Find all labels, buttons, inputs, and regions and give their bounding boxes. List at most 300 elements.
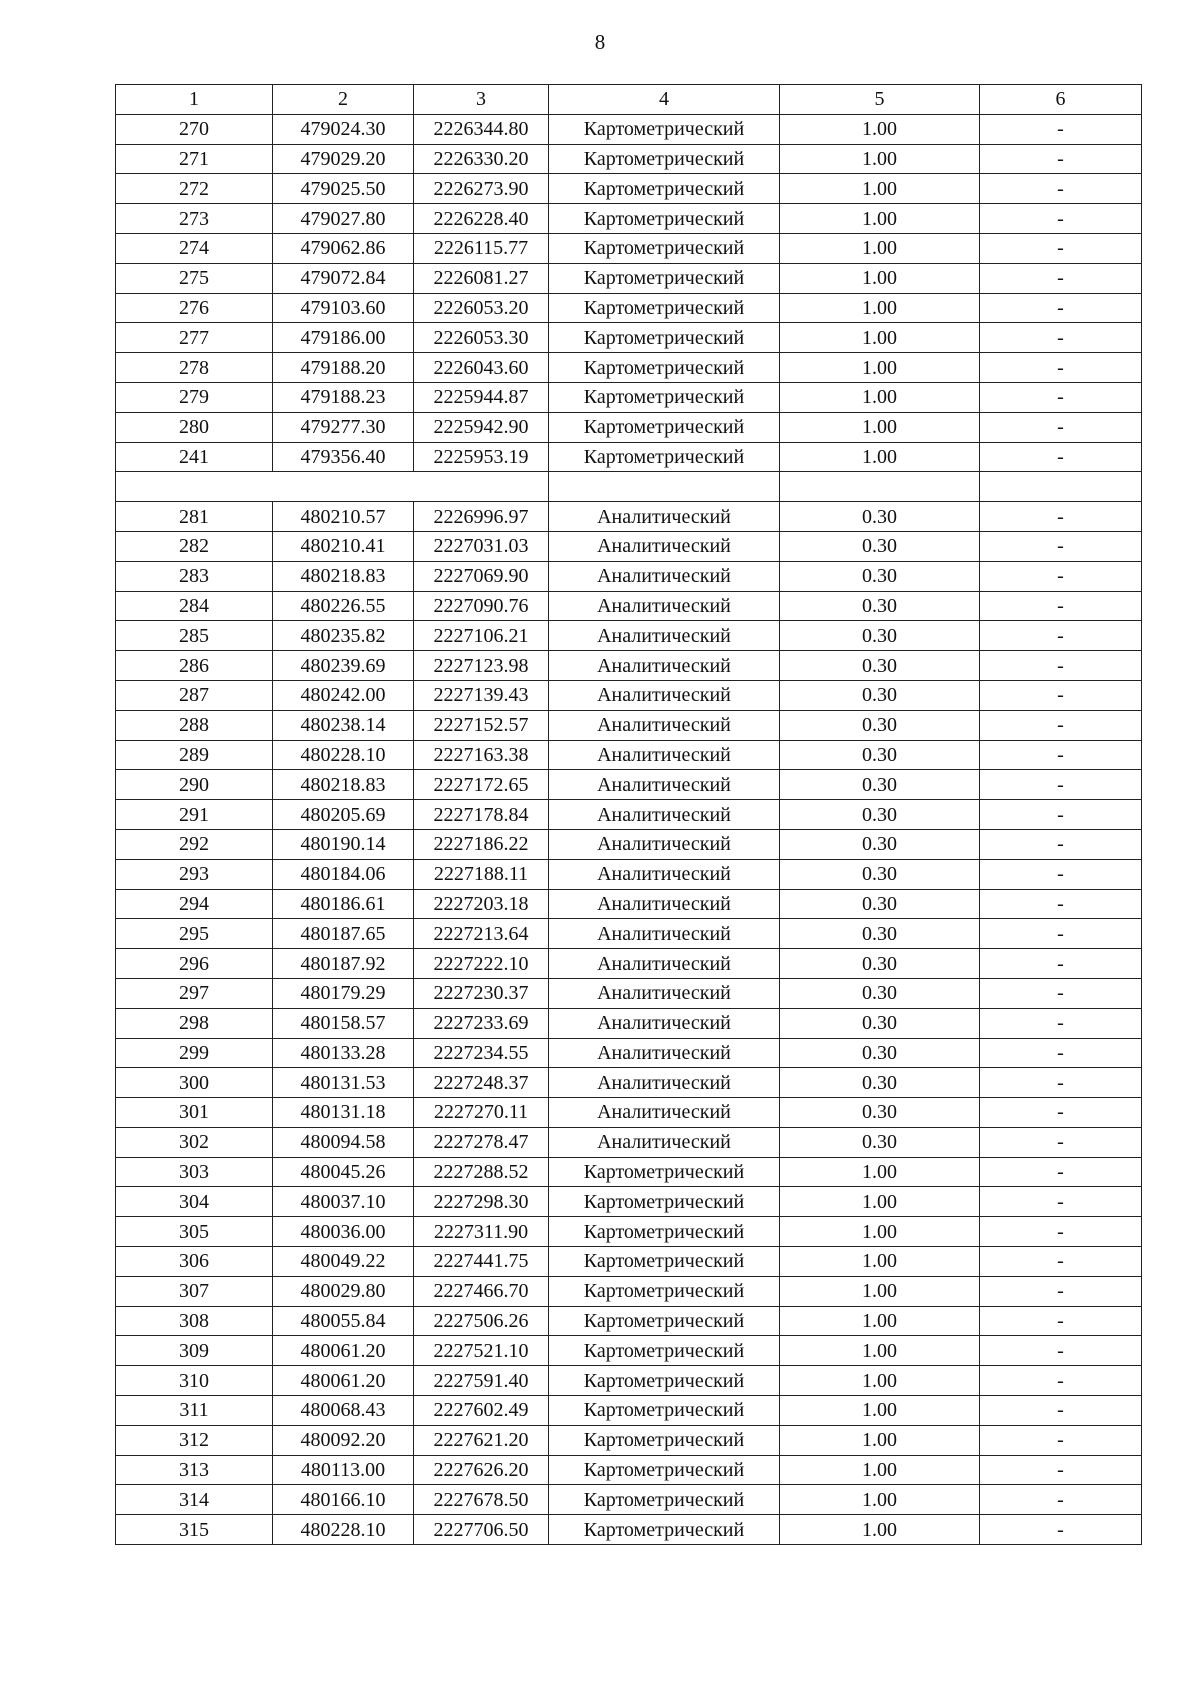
table-cell: 0.30: [780, 978, 980, 1008]
table-cell: 1.00: [780, 1485, 980, 1515]
table-cell: 292: [116, 829, 273, 859]
table-cell: 2227521.10: [414, 1336, 549, 1366]
table-row: [116, 1038, 1142, 1068]
table-cell: 279: [116, 382, 273, 412]
table-cell: 2227163.38: [414, 740, 549, 770]
table-row: [116, 1187, 1142, 1217]
table-cell: 479277.30: [273, 412, 414, 442]
table-cell: 0.30: [780, 531, 980, 561]
table-cell: 2226053.20: [414, 293, 549, 323]
table-cell: -: [980, 1396, 1142, 1426]
table-cell: 1.00: [780, 1396, 980, 1426]
table-row: [116, 204, 1142, 234]
table-cell: Аналитический: [549, 919, 780, 949]
table-cell: 301: [116, 1098, 273, 1128]
table-cell: Аналитический: [549, 561, 780, 591]
table-cell: 0.30: [780, 710, 980, 740]
table-cell: Картометрический: [549, 1157, 780, 1187]
table-cell: 272: [116, 174, 273, 204]
table-cell: 1.00: [780, 323, 980, 353]
table-cell: 480242.00: [273, 680, 414, 710]
table-cell: 304: [116, 1187, 273, 1217]
table-row: [116, 174, 1142, 204]
table-cell: [549, 472, 780, 502]
table-cell: 480068.43: [273, 1396, 414, 1426]
table-cell: 315: [116, 1515, 273, 1545]
table-cell: 286: [116, 651, 273, 681]
table-cell: 480228.10: [273, 1515, 414, 1545]
table-cell: 479062.86: [273, 233, 414, 263]
table-cell: 1.00: [780, 204, 980, 234]
table-cell: 480113.00: [273, 1455, 414, 1485]
table-row: [116, 919, 1142, 949]
table-cell: 0.30: [780, 680, 980, 710]
table-cell: Картометрический: [549, 382, 780, 412]
table-cell: 2227152.57: [414, 710, 549, 740]
table-row: [116, 680, 1142, 710]
table-row: [116, 651, 1142, 681]
table-cell: 1.00: [780, 412, 980, 442]
table-cell: 480238.14: [273, 710, 414, 740]
table-row: [116, 114, 1142, 144]
table-cell: 479024.30: [273, 114, 414, 144]
table-cell: 2227031.03: [414, 531, 549, 561]
table-row: [116, 800, 1142, 830]
table-cell: -: [980, 1008, 1142, 1038]
table-row: [116, 591, 1142, 621]
table-cell: 2226081.27: [414, 263, 549, 293]
table-cell: 1.00: [780, 353, 980, 383]
table-cell: 480205.69: [273, 800, 414, 830]
table-cell: -: [980, 1455, 1142, 1485]
coordinates-table: [115, 84, 1142, 1545]
table-cell: 1.00: [780, 1455, 980, 1485]
table-row: [116, 561, 1142, 591]
table-cell: 299: [116, 1038, 273, 1068]
table-row: [116, 1485, 1142, 1515]
table-cell: 2226228.40: [414, 204, 549, 234]
column-header: 6: [980, 85, 1142, 115]
table-cell: [116, 472, 549, 502]
table-cell: 2227233.69: [414, 1008, 549, 1038]
table-cell: 311: [116, 1396, 273, 1426]
table-cell: Картометрический: [549, 442, 780, 472]
table-cell: -: [980, 263, 1142, 293]
table-cell: [780, 472, 980, 502]
table-cell: 480131.18: [273, 1098, 414, 1128]
table-cell: 285: [116, 621, 273, 651]
table-row: [116, 382, 1142, 412]
table-cell: 1.00: [780, 1336, 980, 1366]
table-row: [116, 978, 1142, 1008]
table-cell: 2225953.19: [414, 442, 549, 472]
column-header: 3: [414, 85, 549, 115]
table-cell: 479188.20: [273, 353, 414, 383]
table-cell: -: [980, 1217, 1142, 1247]
table-cell: 2226053.30: [414, 323, 549, 353]
table-cell: 0.30: [780, 1038, 980, 1068]
table-cell: 297: [116, 978, 273, 1008]
column-header: 5: [780, 85, 980, 115]
table-row: [116, 1217, 1142, 1247]
table-row: [116, 442, 1142, 472]
table-cell: 1.00: [780, 1276, 980, 1306]
table-cell: 480210.57: [273, 502, 414, 532]
table-cell: Картометрический: [549, 204, 780, 234]
table-cell: -: [980, 919, 1142, 949]
table-header-row: [116, 85, 1142, 115]
table-cell: 295: [116, 919, 273, 949]
table-cell: 1.00: [780, 442, 980, 472]
table-cell: 294: [116, 889, 273, 919]
table-cell: 480186.61: [273, 889, 414, 919]
table-cell: -: [980, 1187, 1142, 1217]
table-cell: 479356.40: [273, 442, 414, 472]
table-cell: 1.00: [780, 293, 980, 323]
table-cell: Аналитический: [549, 1008, 780, 1038]
table-cell: Картометрический: [549, 323, 780, 353]
table-cell: -: [980, 1515, 1142, 1545]
table-cell: 480092.20: [273, 1425, 414, 1455]
table-cell: Картометрический: [549, 1306, 780, 1336]
table-cell: 479027.80: [273, 204, 414, 234]
table-cell: 2227222.10: [414, 949, 549, 979]
table-cell: 287: [116, 680, 273, 710]
table-cell: 1.00: [780, 1366, 980, 1396]
table-cell: 2227706.50: [414, 1515, 549, 1545]
table-cell: 2227186.22: [414, 829, 549, 859]
table-cell: 291: [116, 800, 273, 830]
table-cell: 293: [116, 859, 273, 889]
table-cell: 2227591.40: [414, 1366, 549, 1396]
table-cell: -: [980, 531, 1142, 561]
table-cell: 2226330.20: [414, 144, 549, 174]
table-cell: -: [980, 204, 1142, 234]
table-cell: 480049.22: [273, 1247, 414, 1277]
table-row: [116, 1336, 1142, 1366]
table-cell: 0.30: [780, 561, 980, 591]
table-cell: Картометрический: [549, 1425, 780, 1455]
table-cell: Аналитический: [549, 1068, 780, 1098]
table-cell: 275: [116, 263, 273, 293]
table-cell: 290: [116, 770, 273, 800]
table-cell: 0.30: [780, 829, 980, 859]
table-row: [116, 502, 1142, 532]
table-row: [116, 233, 1142, 263]
table-cell: 479188.23: [273, 382, 414, 412]
table-cell: 2227270.11: [414, 1098, 549, 1128]
table-cell: 271: [116, 144, 273, 174]
table-row: [116, 1276, 1142, 1306]
table-row: [116, 412, 1142, 442]
table-cell: 314: [116, 1485, 273, 1515]
table-cell: 2227234.55: [414, 1038, 549, 1068]
table-cell: 302: [116, 1127, 273, 1157]
table-cell: 1.00: [780, 1187, 980, 1217]
table-row: [116, 1455, 1142, 1485]
table-cell: 480235.82: [273, 621, 414, 651]
table-row: [116, 1247, 1142, 1277]
table-cell: 0.30: [780, 859, 980, 889]
table-cell: 308: [116, 1306, 273, 1336]
table-cell: -: [980, 412, 1142, 442]
column-header: 4: [549, 85, 780, 115]
table-row: [116, 621, 1142, 651]
table-cell: 2227278.47: [414, 1127, 549, 1157]
table-cell: 300: [116, 1068, 273, 1098]
table-cell: 480218.83: [273, 770, 414, 800]
table-cell: Картометрический: [549, 144, 780, 174]
table-cell: 479186.00: [273, 323, 414, 353]
column-header: 2: [273, 85, 414, 115]
table-cell: Аналитический: [549, 621, 780, 651]
table-cell: 241: [116, 442, 273, 472]
table-cell: Картометрический: [549, 1187, 780, 1217]
table-row: [116, 1127, 1142, 1157]
table-cell: Картометрический: [549, 174, 780, 204]
table-cell: Аналитический: [549, 949, 780, 979]
table-cell: -: [980, 1068, 1142, 1098]
table-cell: 303: [116, 1157, 273, 1187]
table-cell: 480133.28: [273, 1038, 414, 1068]
table-cell: Аналитический: [549, 502, 780, 532]
table-cell: 2227298.30: [414, 1187, 549, 1217]
table-cell: -: [980, 1366, 1142, 1396]
table-cell: -: [980, 710, 1142, 740]
column-header: 1: [116, 85, 273, 115]
table-cell: -: [980, 889, 1142, 919]
table-row: [116, 1515, 1142, 1545]
table-cell: 2227288.52: [414, 1157, 549, 1187]
table-cell: 0.30: [780, 1068, 980, 1098]
table-cell: 2227621.20: [414, 1425, 549, 1455]
table-cell: Аналитический: [549, 651, 780, 681]
table-cell: -: [980, 1127, 1142, 1157]
table-cell: 298: [116, 1008, 273, 1038]
table-cell: -: [980, 859, 1142, 889]
table-cell: -: [980, 829, 1142, 859]
table-cell: 283: [116, 561, 273, 591]
table-cell: 0.30: [780, 949, 980, 979]
table-cell: 2226115.77: [414, 233, 549, 263]
table-row: [116, 144, 1142, 174]
table-cell: -: [980, 1038, 1142, 1068]
table-cell: Аналитический: [549, 1127, 780, 1157]
table-cell: 480226.55: [273, 591, 414, 621]
table-cell: 480037.10: [273, 1187, 414, 1217]
table-cell: 480036.00: [273, 1217, 414, 1247]
table-cell: -: [980, 502, 1142, 532]
page-number: 8: [594, 30, 606, 54]
table-cell: -: [980, 591, 1142, 621]
table-cell: -: [980, 442, 1142, 472]
table-cell: 277: [116, 323, 273, 353]
table-cell: 480029.80: [273, 1276, 414, 1306]
table-cell: 2226344.80: [414, 114, 549, 144]
table-cell: 480055.84: [273, 1306, 414, 1336]
table-cell: 274: [116, 233, 273, 263]
table-cell: -: [980, 1485, 1142, 1515]
table-cell: 2227248.37: [414, 1068, 549, 1098]
table-cell: 1.00: [780, 1157, 980, 1187]
table-cell: -: [980, 114, 1142, 144]
table-cell: Аналитический: [549, 770, 780, 800]
table-cell: Аналитический: [549, 680, 780, 710]
table-cell: 1.00: [780, 1247, 980, 1277]
table-cell: -: [980, 1247, 1142, 1277]
table-cell: 284: [116, 591, 273, 621]
table-cell: 2227213.64: [414, 919, 549, 949]
table-cell: 1.00: [780, 382, 980, 412]
table-cell: -: [980, 800, 1142, 830]
table-cell: 2227188.11: [414, 859, 549, 889]
table-cell: 480061.20: [273, 1336, 414, 1366]
table-cell: 2227602.49: [414, 1396, 549, 1426]
table-cell: 289: [116, 740, 273, 770]
table-cell: 2227626.20: [414, 1455, 549, 1485]
table-cell: 2227230.37: [414, 978, 549, 1008]
table-cell: 0.30: [780, 770, 980, 800]
table-cell: Картометрический: [549, 293, 780, 323]
table-cell: -: [980, 621, 1142, 651]
table-cell: Аналитический: [549, 1038, 780, 1068]
table-cell: Аналитический: [549, 800, 780, 830]
table-cell: 479025.50: [273, 174, 414, 204]
table-cell: 2227506.26: [414, 1306, 549, 1336]
table-cell: 307: [116, 1276, 273, 1306]
table-cell: 2227069.90: [414, 561, 549, 591]
table-cell: 0.30: [780, 889, 980, 919]
table-cell: Аналитический: [549, 829, 780, 859]
table-cell: Картометрический: [549, 1217, 780, 1247]
table-row: [116, 472, 1142, 502]
table-cell: Картометрический: [549, 1485, 780, 1515]
table-cell: -: [980, 1425, 1142, 1455]
table-cell: 313: [116, 1455, 273, 1485]
table-cell: 480158.57: [273, 1008, 414, 1038]
table-cell: 296: [116, 949, 273, 979]
table-cell: 2227123.98: [414, 651, 549, 681]
table-cell: -: [980, 353, 1142, 383]
table-cell: 305: [116, 1217, 273, 1247]
table-cell: 2227172.65: [414, 770, 549, 800]
table-cell: 276: [116, 293, 273, 323]
table-cell: 2227466.70: [414, 1276, 549, 1306]
table-cell: 278: [116, 353, 273, 383]
table-cell: 479103.60: [273, 293, 414, 323]
table-cell: Аналитический: [549, 978, 780, 1008]
table-cell: 480190.14: [273, 829, 414, 859]
table-cell: 2227441.75: [414, 1247, 549, 1277]
table-cell: -: [980, 174, 1142, 204]
table-cell: 2227090.76: [414, 591, 549, 621]
table-cell: 480228.10: [273, 740, 414, 770]
table-cell: 1.00: [780, 1425, 980, 1455]
table-cell: 288: [116, 710, 273, 740]
table-row: [116, 1068, 1142, 1098]
table-cell: -: [980, 144, 1142, 174]
table-row: [116, 293, 1142, 323]
table-cell: -: [980, 1336, 1142, 1366]
table-row: [116, 1366, 1142, 1396]
table-row: [116, 1008, 1142, 1038]
table-cell: 0.30: [780, 621, 980, 651]
table-cell: Картометрический: [549, 353, 780, 383]
table-cell: 1.00: [780, 114, 980, 144]
table-cell: 480094.58: [273, 1127, 414, 1157]
table-cell: 480166.10: [273, 1485, 414, 1515]
table-cell: -: [980, 651, 1142, 681]
table-cell: Аналитический: [549, 531, 780, 561]
table-cell: -: [980, 1157, 1142, 1187]
table-cell: 480187.92: [273, 949, 414, 979]
table-cell: 480061.20: [273, 1366, 414, 1396]
table-cell: -: [980, 1098, 1142, 1128]
table-cell: Картометрический: [549, 1455, 780, 1485]
table-cell: 2226996.97: [414, 502, 549, 532]
table-cell: 2227139.43: [414, 680, 549, 710]
table-cell: 0.30: [780, 800, 980, 830]
table-cell: 0.30: [780, 1008, 980, 1038]
table-cell: 2227678.50: [414, 1485, 549, 1515]
table-cell: 0.30: [780, 1098, 980, 1128]
table-cell: Аналитический: [549, 591, 780, 621]
table-cell: -: [980, 233, 1142, 263]
table-cell: 480210.41: [273, 531, 414, 561]
table-row: [116, 1425, 1142, 1455]
table-cell: Аналитический: [549, 1098, 780, 1128]
table-cell: Картометрический: [549, 233, 780, 263]
table-cell: 1.00: [780, 263, 980, 293]
table-cell: 1.00: [780, 1306, 980, 1336]
table-cell: 1.00: [780, 1515, 980, 1545]
table-row: [116, 1157, 1142, 1187]
table-cell: 270: [116, 114, 273, 144]
table-cell: 2227311.90: [414, 1217, 549, 1247]
table-cell: 479072.84: [273, 263, 414, 293]
table-cell: 0.30: [780, 919, 980, 949]
table-cell: 281: [116, 502, 273, 532]
table-cell: 280: [116, 412, 273, 442]
table-cell: -: [980, 978, 1142, 1008]
table-cell: Картометрический: [549, 1396, 780, 1426]
table-cell: 273: [116, 204, 273, 234]
table-row: [116, 740, 1142, 770]
table-cell: Картометрический: [549, 1247, 780, 1277]
table-row: [116, 353, 1142, 383]
table-cell: 1.00: [780, 233, 980, 263]
table-cell: -: [980, 740, 1142, 770]
table-cell: -: [980, 561, 1142, 591]
table-cell: 1.00: [780, 174, 980, 204]
table-cell: 480184.06: [273, 859, 414, 889]
table-cell: 0.30: [780, 591, 980, 621]
table-row: [116, 710, 1142, 740]
table-cell: 2225942.90: [414, 412, 549, 442]
table-row: [116, 889, 1142, 919]
table-cell: 480187.65: [273, 919, 414, 949]
table-cell: 310: [116, 1366, 273, 1396]
table-cell: Картометрический: [549, 1515, 780, 1545]
table-cell: -: [980, 949, 1142, 979]
table-cell: 0.30: [780, 740, 980, 770]
table-cell: 480131.53: [273, 1068, 414, 1098]
table-cell: 480045.26: [273, 1157, 414, 1187]
table-cell: -: [980, 323, 1142, 353]
table-cell: 480239.69: [273, 651, 414, 681]
table-cell: Картометрический: [549, 1366, 780, 1396]
table-row: [116, 1396, 1142, 1426]
